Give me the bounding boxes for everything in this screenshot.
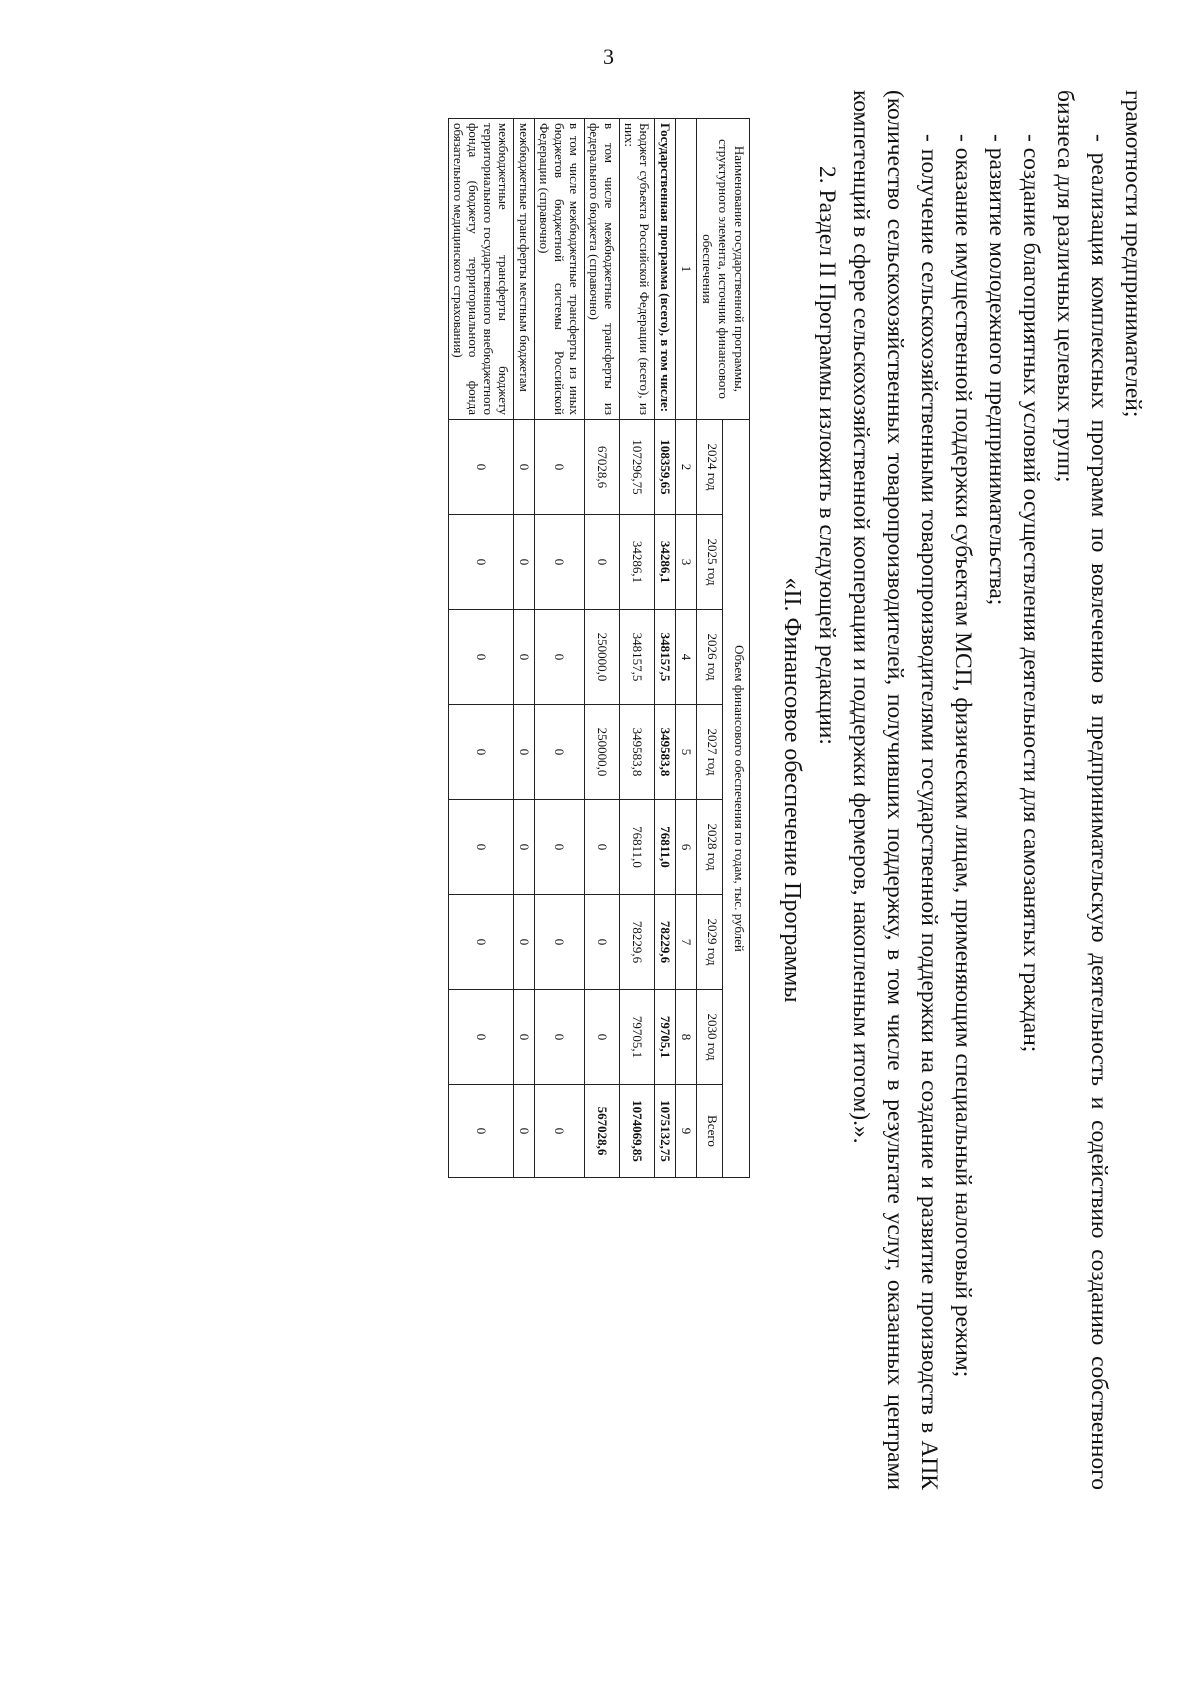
year-header: 2028 год bbox=[697, 800, 724, 895]
paragraph: - реализация комплексных программ по вовлечению в предпринимательскую деятельность и содействию созданию собственного бизнеса для различных целевых групп; bbox=[1052, 90, 1112, 1490]
table-cell: 0 bbox=[514, 515, 535, 610]
paragraph: грамотности предпринимателей; bbox=[1120, 90, 1146, 418]
table-cell: 250000,0 bbox=[585, 610, 620, 705]
table-cell: 0 bbox=[514, 990, 535, 1085]
table-cell: 0 bbox=[514, 800, 535, 895]
paragraph: - получение сельскохозяйственными товаропроизводителями государственной поддержки на создание и развитие производств в АПК (количество сельскохозяйственных товаропроизводителей, получивших поддержку, в том числе в результате услуг, оказанных центрами компетенций в сфере сельскохозяйственной кооперации и поддержки фермеров, накопленным итогом).». bbox=[848, 90, 942, 1490]
table-cell: 34286,1 bbox=[655, 515, 676, 610]
table-cell: 0 bbox=[449, 420, 514, 515]
row-name: Государственная программа (всего), в том числе: bbox=[655, 119, 676, 420]
table-cell: 0 bbox=[535, 990, 585, 1085]
col-header-name: Наименование государственной программы, структурного элемента, источник финансового обеспечения bbox=[697, 119, 750, 420]
table-cell: 0 bbox=[585, 895, 620, 990]
table-cell: 0 bbox=[585, 515, 620, 610]
column-number: 2 bbox=[676, 420, 697, 515]
table-row bbox=[620, 119, 655, 1178]
page-number: 3 bbox=[603, 44, 614, 69]
table-row bbox=[585, 119, 620, 1178]
year-header: 2029 год bbox=[697, 895, 724, 990]
column-number: 7 bbox=[676, 895, 697, 990]
rotated-content bbox=[150, 90, 1150, 1570]
paragraph: - создание благоприятных условий осуществления деятельности для самозанятых граждан; bbox=[1018, 134, 1044, 1053]
table-cell: 0 bbox=[514, 420, 535, 515]
table-cell: 348157,5 bbox=[655, 610, 676, 705]
table-cell: 1074069,85 bbox=[620, 1085, 655, 1178]
table-row bbox=[655, 119, 676, 1178]
table-cell: 78229,6 bbox=[655, 895, 676, 990]
year-header: 2027 год bbox=[697, 705, 724, 800]
row-name: межбюджетные трансферты местным бюджетам bbox=[514, 119, 535, 420]
column-number: 9 bbox=[676, 1085, 697, 1178]
paragraph: - оказание имущественной поддержки субъектам МСП, физическим лицам, применяющим специальный налоговый режим; bbox=[950, 134, 976, 1378]
table-cell: 34286,1 bbox=[620, 515, 655, 610]
table-cell: 0 bbox=[449, 990, 514, 1085]
table-cell: 567028,6 bbox=[585, 1085, 620, 1178]
table-cell: 0 bbox=[585, 800, 620, 895]
table-cell: 0 bbox=[535, 610, 585, 705]
table-row bbox=[449, 119, 514, 1178]
paragraph: - развитие молодежного предпринимательства; bbox=[984, 134, 1010, 606]
table-cell: 79705,1 bbox=[655, 990, 676, 1085]
row-name: межбюджетные трансферты бюджету территориального государственного внебюджетного фонда (бюджету территориального фонда обязательного медицинского страхования) bbox=[449, 119, 514, 420]
column-number: 6 bbox=[676, 800, 697, 895]
total-header: Всего bbox=[697, 1085, 724, 1178]
table-cell: 108359,65 bbox=[655, 420, 676, 515]
table-cell: 250000,0 bbox=[585, 705, 620, 800]
column-number: 5 bbox=[676, 705, 697, 800]
column-number-row bbox=[676, 119, 697, 1178]
table-cell: 0 bbox=[535, 515, 585, 610]
table-cell: 349583,8 bbox=[620, 705, 655, 800]
table-cell: 0 bbox=[535, 420, 585, 515]
row-name: в том числе межбюджетные трансферты из федерального бюджета (справочно) bbox=[585, 119, 620, 420]
table-cell: 1075132,75 bbox=[655, 1085, 676, 1178]
year-header: 2030 год bbox=[697, 990, 724, 1085]
row-name: Бюджет субъекта Российской Федерации (всего), из них: bbox=[620, 119, 655, 420]
column-number: 1 bbox=[676, 119, 697, 420]
body-text bbox=[810, 90, 1150, 1490]
table-cell: 107296,75 bbox=[620, 420, 655, 515]
table-cell: 349583,8 bbox=[655, 705, 676, 800]
table-cell: 348157,5 bbox=[620, 610, 655, 705]
year-header: 2026 год bbox=[697, 610, 724, 705]
table-cell: 78229,6 bbox=[620, 895, 655, 990]
table-row bbox=[514, 119, 535, 1178]
table-cell: 0 bbox=[535, 705, 585, 800]
column-number: 8 bbox=[676, 990, 697, 1085]
table-cell: 0 bbox=[514, 1085, 535, 1178]
group-header: Объем финансового обеспечения по годам, тыс. рублей bbox=[723, 420, 750, 1178]
paragraph: 2. Раздел II Программы изложить в следующей редакции: bbox=[814, 166, 840, 745]
financing-table bbox=[448, 118, 750, 1178]
table-cell: 0 bbox=[449, 610, 514, 705]
table-cell: 76811,0 bbox=[655, 800, 676, 895]
table-cell: 0 bbox=[535, 800, 585, 895]
row-name: в том числе межбюджетные трансферты из иных бюджетов бюджетной системы Российской Федерации (справочно) bbox=[535, 119, 585, 420]
table-cell: 0 bbox=[585, 990, 620, 1085]
table-cell: 0 bbox=[535, 1085, 585, 1178]
table-row bbox=[535, 119, 585, 1178]
table-cell: 0 bbox=[449, 895, 514, 990]
column-number: 4 bbox=[676, 610, 697, 705]
table-cell: 0 bbox=[449, 705, 514, 800]
table-cell: 0 bbox=[449, 1085, 514, 1178]
section-heading: «II. Финансовое обеспечение Программы bbox=[779, 577, 805, 1003]
table-cell: 0 bbox=[535, 895, 585, 990]
table-cell: 0 bbox=[449, 515, 514, 610]
table-cell: 0 bbox=[514, 705, 535, 800]
table-cell: 67028,6 bbox=[585, 420, 620, 515]
table-cell: 0 bbox=[449, 800, 514, 895]
table-cell: 0 bbox=[514, 895, 535, 990]
table-cell: 76811,0 bbox=[620, 800, 655, 895]
table-cell: 79705,1 bbox=[620, 990, 655, 1085]
table-cell: 0 bbox=[514, 610, 535, 705]
year-header: 2024 год bbox=[697, 420, 724, 515]
year-header: 2025 год bbox=[697, 515, 724, 610]
table-body bbox=[449, 119, 676, 1178]
column-number: 3 bbox=[676, 515, 697, 610]
